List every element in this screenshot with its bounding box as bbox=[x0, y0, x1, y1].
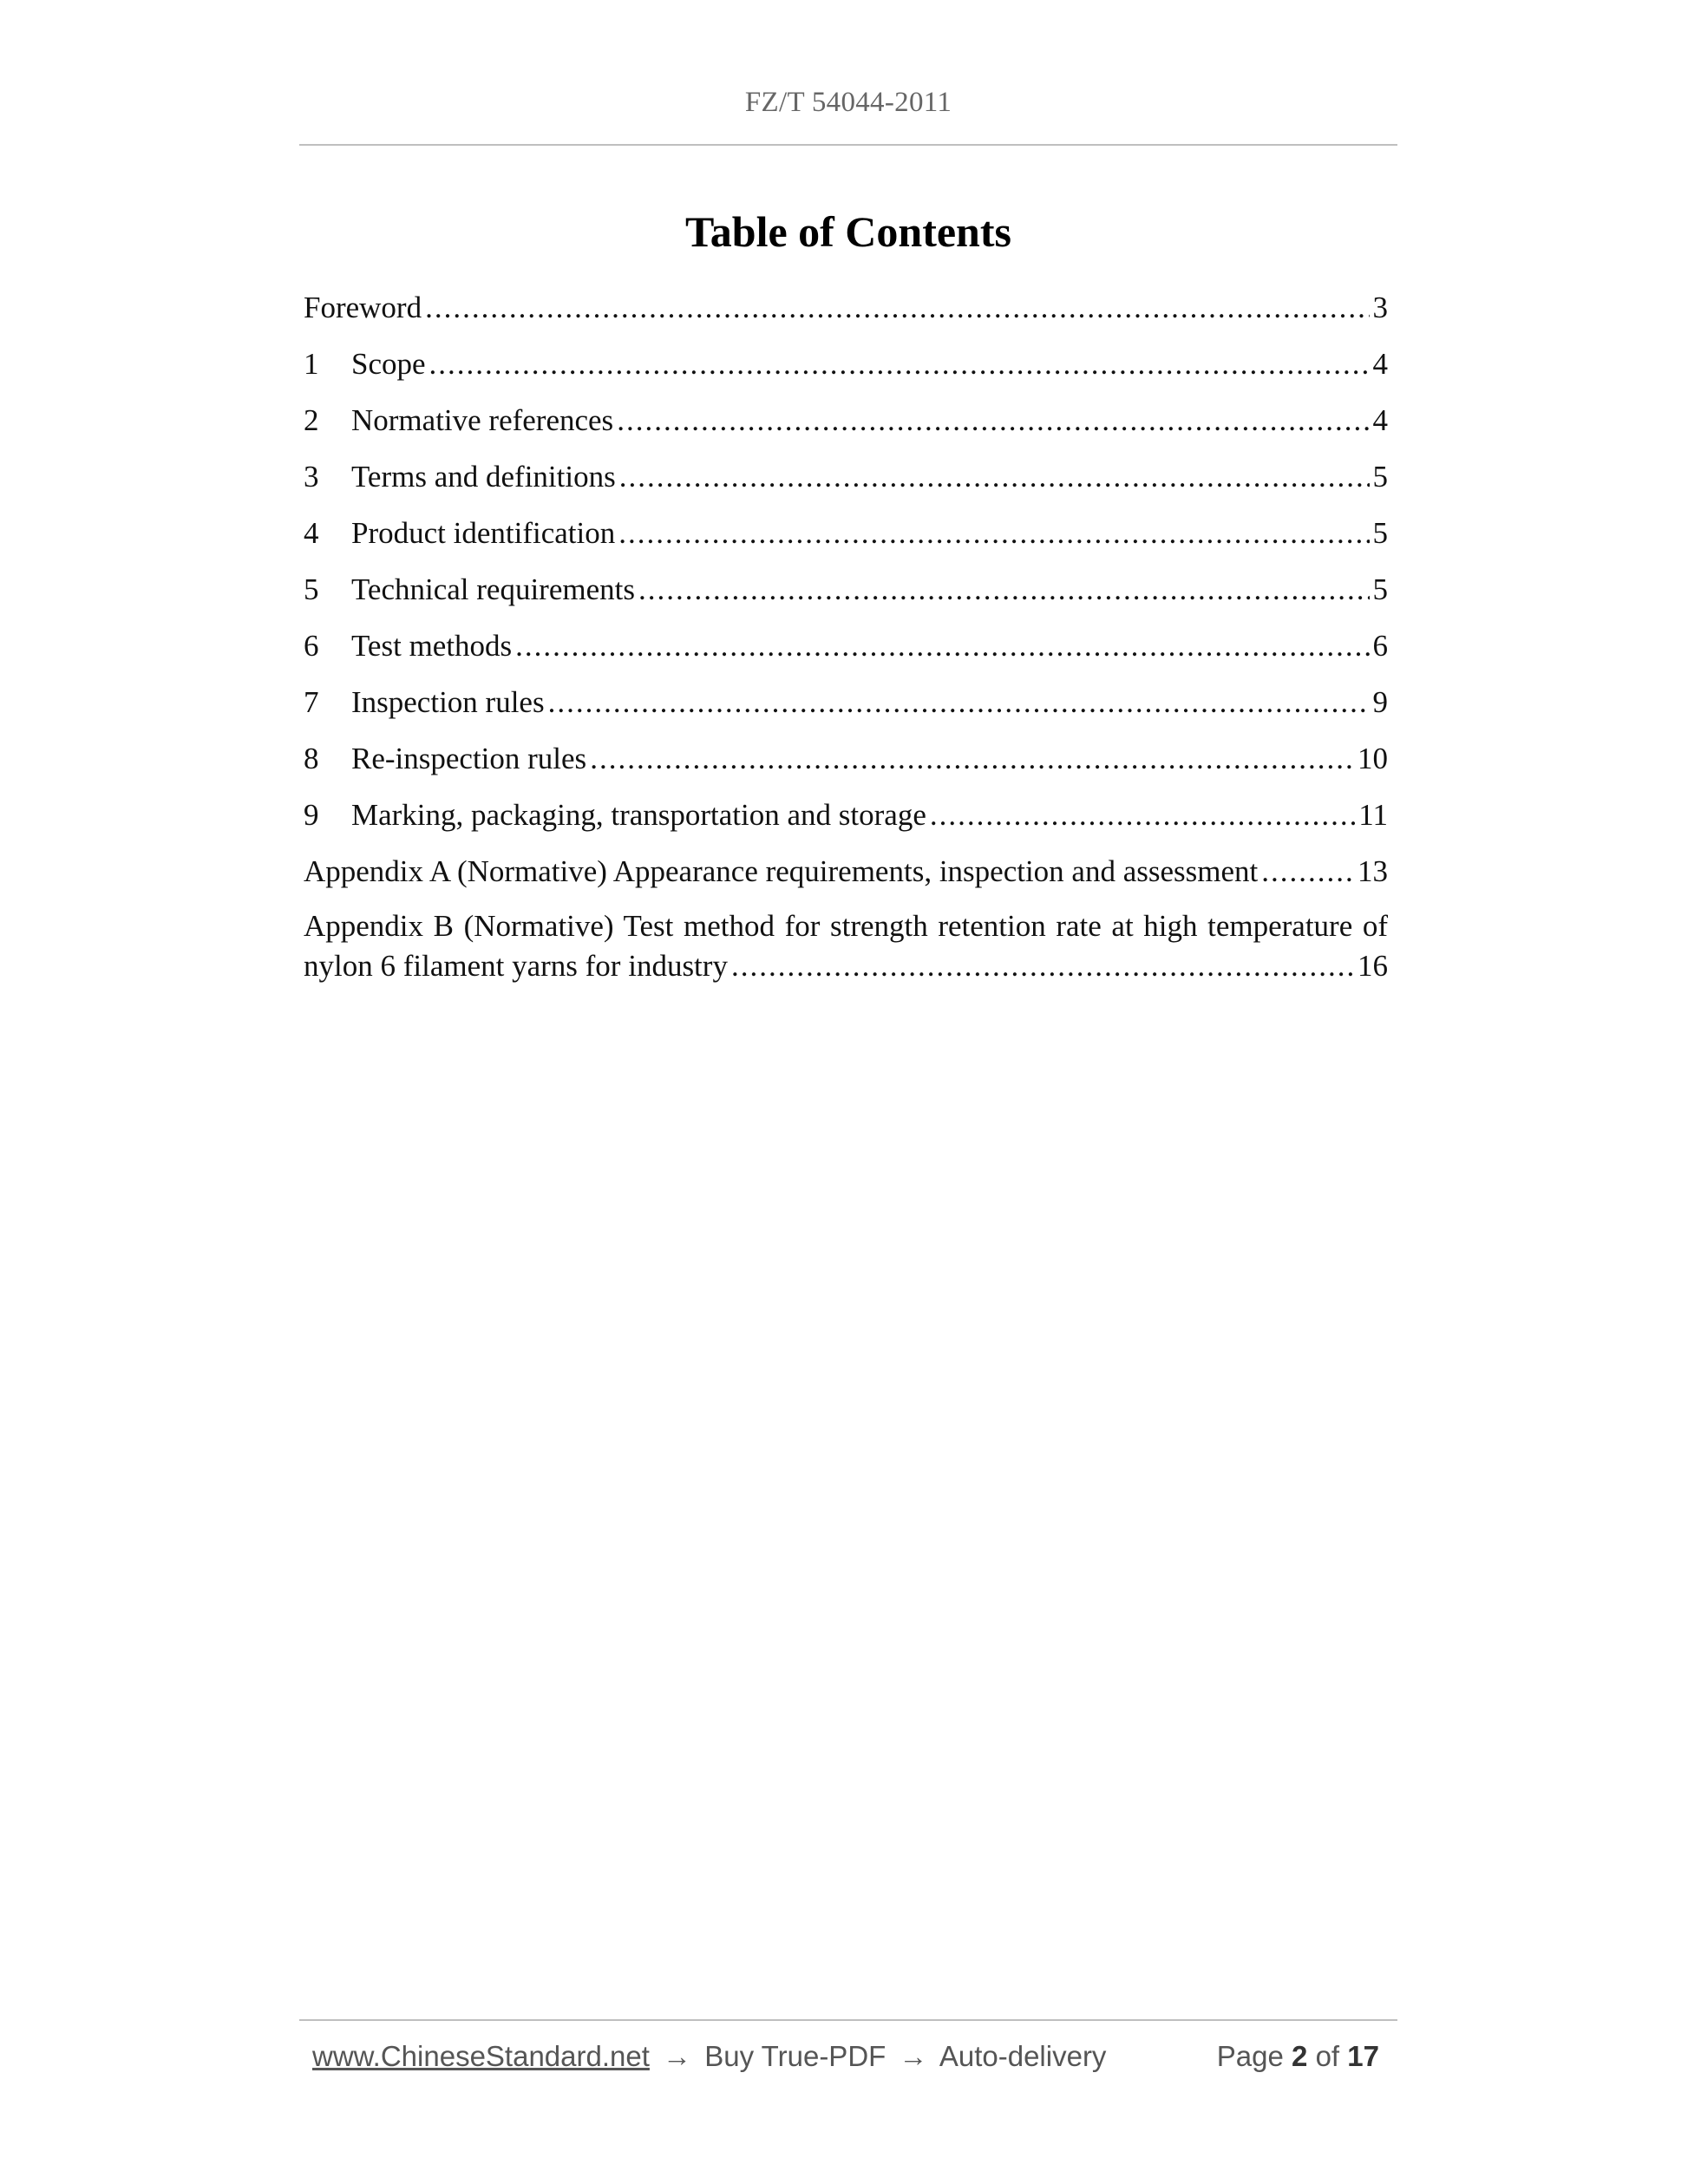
toc-entry-page: 6 bbox=[1372, 629, 1388, 663]
toc-entry-page: 5 bbox=[1372, 572, 1388, 606]
auto-delivery-text: Auto-delivery bbox=[939, 2040, 1107, 2072]
toc-entry-page: 13 bbox=[1358, 854, 1388, 888]
toc-entry-number: 3 bbox=[304, 460, 319, 494]
header-divider bbox=[299, 144, 1397, 146]
toc-leader-dots bbox=[619, 455, 1370, 499]
page-indicator bbox=[1217, 2040, 1379, 2073]
toc-leader-dots bbox=[731, 946, 1354, 986]
toc-entry-page: 5 bbox=[1372, 516, 1388, 550]
toc-entry-page: 9 bbox=[1372, 685, 1388, 719]
toc-entry-text: Scope bbox=[351, 347, 426, 381]
toc-entry-text-line1: Appendix B (Normative) Test method for strength retention rate at high temperature of bbox=[304, 909, 1388, 943]
document-header-id: FZ/T 54044-2011 bbox=[744, 87, 952, 118]
toc-leader-dots bbox=[515, 624, 1369, 668]
toc-leader-dots bbox=[590, 737, 1354, 781]
toc-entry-text: Product identification bbox=[351, 516, 616, 550]
toc-entry-page: 16 bbox=[1358, 949, 1388, 983]
toc-leader-dots bbox=[930, 794, 1355, 837]
toc-leader-dots bbox=[548, 681, 1370, 724]
page-of-label: of bbox=[1315, 2040, 1340, 2072]
toc-entry-marking-packaging[interactable] bbox=[304, 794, 1388, 850]
toc-entry-page: 3 bbox=[1372, 291, 1388, 324]
toc-entry-text: Technical requirements bbox=[351, 572, 635, 606]
page-footer bbox=[312, 2040, 1379, 2073]
toc-entry-text: Test methods bbox=[351, 629, 513, 663]
toc-entry-foreword[interactable] bbox=[304, 286, 1388, 343]
toc-entry-text: Appendix A (Normative) Appearance requirements, inspection and assessment bbox=[304, 854, 1259, 888]
toc-entry-technical-requirements[interactable] bbox=[304, 568, 1388, 624]
toc-entry-number: 5 bbox=[304, 572, 319, 606]
arrow-right-icon: → bbox=[663, 2040, 692, 2072]
toc-entry-appendix-b[interactable] bbox=[304, 906, 1388, 986]
footer-links bbox=[312, 2040, 1106, 2073]
toc-leader-dots bbox=[425, 286, 1369, 330]
toc-entry-text-line2: nylon 6 filament yarns for industry bbox=[304, 949, 728, 983]
toc-entry-number: 2 bbox=[304, 403, 319, 437]
footer-divider bbox=[299, 2019, 1397, 2021]
toc-entry-number: 8 bbox=[304, 742, 319, 775]
toc-entry-page: 5 bbox=[1372, 460, 1388, 494]
buy-pdf-text: Buy True-PDF bbox=[704, 2040, 887, 2072]
toc-entry-product-identification[interactable] bbox=[304, 512, 1388, 568]
toc-entry-test-methods[interactable] bbox=[304, 624, 1388, 681]
toc-entry-number: 4 bbox=[304, 516, 319, 550]
toc-entry-text: Normative references bbox=[351, 403, 614, 437]
toc-entry-scope[interactable] bbox=[304, 343, 1388, 399]
toc-leader-dots bbox=[617, 399, 1369, 442]
toc-entry-inspection-rules[interactable] bbox=[304, 681, 1388, 737]
page-total: 17 bbox=[1347, 2040, 1379, 2072]
toc-entry-line2 bbox=[304, 946, 1388, 986]
toc-entry-normative-references[interactable] bbox=[304, 399, 1388, 455]
toc-entry-text: Marking, packaging, transportation and storage bbox=[351, 798, 926, 832]
website-link[interactable]: www.ChineseStandard.net bbox=[312, 2040, 650, 2072]
arrow-right-icon: → bbox=[899, 2040, 928, 2072]
toc-leader-dots bbox=[638, 568, 1370, 611]
toc-entry-reinspection-rules[interactable] bbox=[304, 737, 1388, 794]
page-label: Page bbox=[1216, 2040, 1284, 2072]
page-title: Table of Contents bbox=[685, 207, 1011, 256]
toc-leader-dots bbox=[429, 343, 1370, 386]
toc-entry-terms-definitions[interactable] bbox=[304, 455, 1388, 512]
toc-entry-number: 7 bbox=[304, 685, 319, 719]
toc-entry-page: 11 bbox=[1358, 798, 1388, 832]
toc-entry-number: 1 bbox=[304, 347, 319, 381]
table-of-contents bbox=[304, 286, 1388, 986]
toc-entry-page: 10 bbox=[1358, 742, 1388, 775]
toc-entry-page: 4 bbox=[1372, 347, 1388, 381]
toc-leader-dots bbox=[1261, 850, 1354, 893]
toc-entry-number: 6 bbox=[304, 629, 319, 663]
page-current: 2 bbox=[1292, 2040, 1308, 2072]
toc-entry-text: Terms and definitions bbox=[351, 460, 616, 494]
toc-entry-text: Foreword bbox=[304, 291, 422, 324]
toc-entry-appendix-a[interactable] bbox=[304, 850, 1388, 906]
toc-leader-dots bbox=[618, 512, 1369, 555]
toc-entry-number: 9 bbox=[304, 798, 319, 832]
toc-entry-text: Inspection rules bbox=[351, 685, 545, 719]
toc-entry-text: Re-inspection rules bbox=[351, 742, 587, 775]
toc-entry-page: 4 bbox=[1372, 403, 1388, 437]
